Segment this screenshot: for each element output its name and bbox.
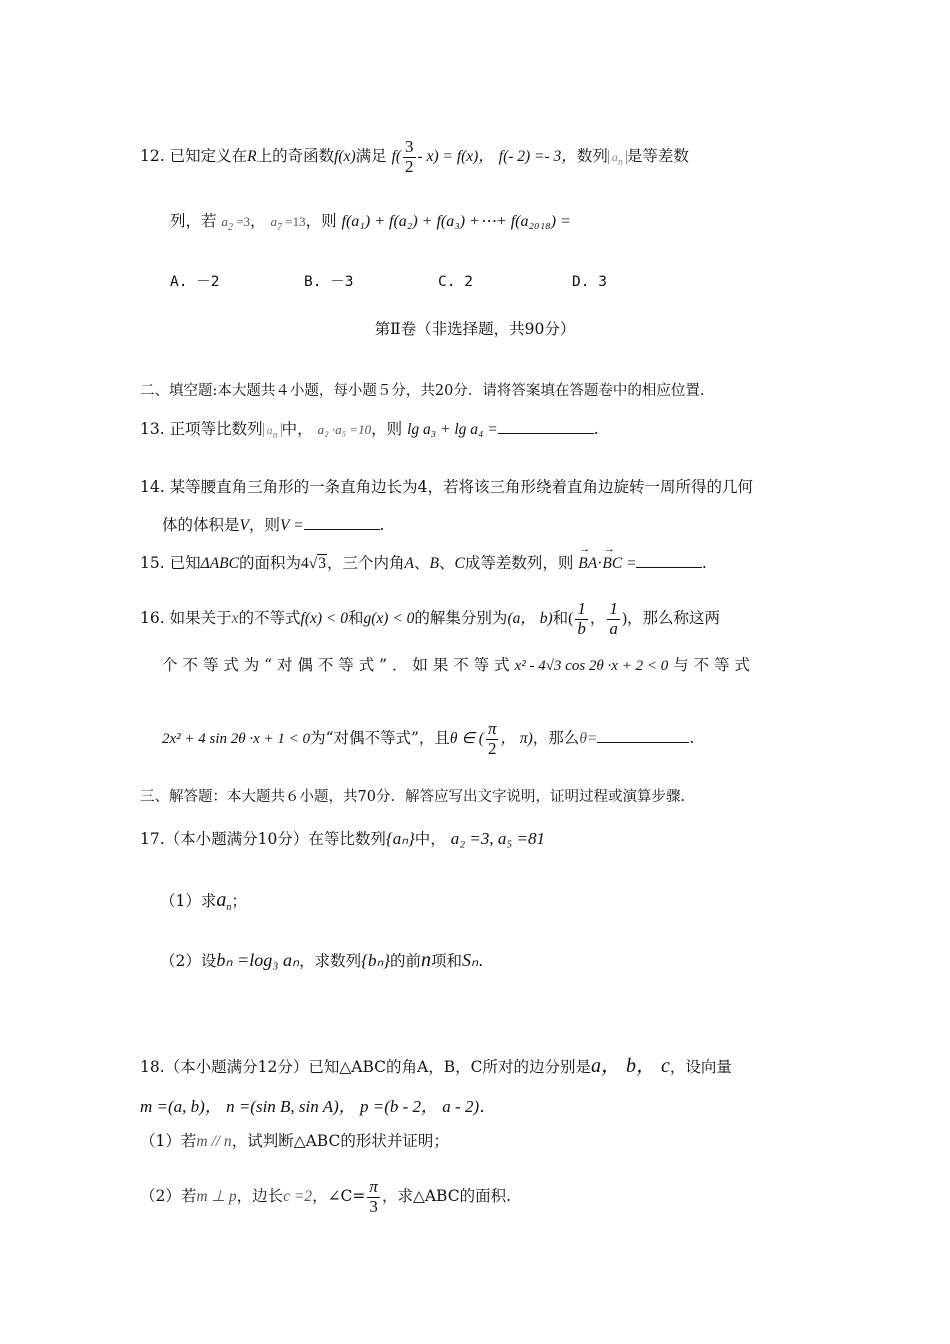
q12-seq-an: $a_n$ [608,150,627,164]
q14-answer-blank[interactable] [304,529,380,530]
q12-text5: 是等差数 [626,147,689,166]
q16-inequality1: x² - 4√3 cos 2θ ·x + 2 < 0 [514,658,669,674]
q18-part2: （2）若m ⊥ p，边长c =2，∠C= $\frac{\pi}{3}$ ，求△ABC的面积. [140,1177,512,1216]
q16-interval: (a， b) [507,610,553,628]
q15-text3: ，三个内角 [327,554,405,572]
q15-text4: 成等差数列，则 [464,554,574,572]
q17-Sn: Sₙ [462,950,479,970]
q12-a7: $a_7 =13$ [270,214,306,233]
q16-number: 16. [140,609,165,628]
q14-text: 某等腰直角三角形的一条直角边长为4，若将该三角形绕着直角边旋转一周所得的几何 [169,478,753,496]
q13-expression: lg a₃ + lg a₄ = [407,421,498,438]
q13-answer-blank[interactable] [498,433,594,434]
q14-number: 14. [140,478,165,496]
q13-number: 13. [140,420,165,438]
q17-part1: （1）求$a_n$； [160,889,247,913]
q18-line2 [140,1096,496,1117]
q15-triangle: ΔABC [200,555,239,572]
section3-heading: 三、解答题：本大题共６小题，共70分．解答应写出文字说明，证明过程或演算步骤. [140,789,686,805]
q12-text2: 上的奇函数 [256,147,335,166]
q16-frac-1b: $\frac{1}{b}$ [577,599,586,638]
part2-title: 第Ⅱ卷（非选择题，共90分） [374,320,576,338]
q13-seq-an: $a_n$ [263,423,282,437]
q15-vector-BA: → BA [578,554,597,573]
q12-option-d[interactable]: D. 3 [572,274,607,290]
q12-R: R [247,148,257,166]
q12-text: 已知定义在 [169,147,248,166]
q16-frac-1a: $\frac{1}{a}$ [609,599,618,638]
q14-line1 [140,478,753,497]
q16-line2: 个 不 等 式 为 “ 对 偶 不 等 式 ” ． 如 果 不 等 式 x² - 4√3 cos 2θ ·x + 2 < 0 与 不 等 式 [162,656,750,674]
q17-sequence: {aₙ} [385,829,415,848]
q12-option-b[interactable]: B. －3 [304,274,354,290]
q13-product: a₂ ·a₅ =10 [317,422,372,437]
q17-an: a [216,889,227,911]
q12-line1 [140,138,689,176]
q16-text-line2: 个 不 等 式 为 “ 对 偶 不 等 式 ” ． 如 果 不 等 式 [162,656,510,674]
q12-text6: 列，若 [170,212,217,230]
q17-line1: 17.（本小题满分10分）在等比数列{aₙ}中， a₂ =3, a₅ =81 [140,829,545,848]
section2-heading: 二、填空题:本大题共４小题，每小题５分，共20分．请将答案填在答题卷中的相应位置. [140,383,705,399]
q15-answer-blank[interactable] [636,567,702,568]
q16-text: 如果关于 [169,609,232,628]
q15-text2: 的面积为 [238,554,301,572]
q14-line2: 体的体积是V，则V = . [162,516,385,534]
q17-number: 17. [140,830,165,848]
q16-inequality2: 2x² + 4 sin 2θ ·x + 1 < 0 [162,731,311,748]
q12-text4: 数列 [576,147,608,166]
q16-line1: 16. 如果关于x的不等式f(x) < 0和g(x) < 0的解集分别为(a， b)和( $\frac{1}{b}$ ， $\frac{1}{a}$ )，那么称这两 [140,599,721,638]
q15-text: 已知 [169,554,201,572]
q13-text: 正项等比数列 [169,420,263,438]
q12-text3: 满足 [355,147,387,166]
q12-option-c[interactable]: C. 2 [438,274,473,290]
q18-perpendicular: m ⊥ p [196,1188,237,1206]
q15-number: 15. [140,554,165,572]
q18-vectors: m =(a, b)， n =(sin B, sin A)， p =(b - 2， a - 2)． [140,1097,497,1116]
q17-part2: （2）设bₙ =log₃ aₙ，求数列{bₙ}的前n项和Sₙ. [160,949,484,971]
q12-eq2: f(- 2) =- 3， [498,148,577,166]
q16-frac-pi2: $\frac{\pi}{2}$ [487,719,497,758]
q15-vector-BC: → BC [602,554,622,573]
q18-sides: a， b， c [590,1055,670,1077]
q18-frac-pi3: $\frac{\pi}{3}$ [369,1177,378,1216]
q12-eq1-start: f( [391,148,402,166]
q18-line1: 18.（本小题满分12分）已知△ABC的角A，B，C所对的边分别是a， b， c，设向量 [140,1055,732,1077]
q16-answer-blank[interactable] [597,742,689,743]
q13-text2: 中， [281,420,313,438]
q12-eq1-end: - x) = f(x)， [417,148,494,166]
q17-condition: a₂ =3, a₅ =81 [450,829,545,848]
q12-option-a[interactable]: A. －2 [170,274,220,290]
q16-line3: 2x² + 4 sin 2θ ·x + 1 < 0为“对偶不等式”，且θ ∈ ( $\frac{\pi}{2}$ ， π)，那么θ= . [162,719,695,758]
q12-a2: $a_2 =3$ [221,214,251,233]
q12-sum-expression: f(a₁) + f(a₂) + f(a₃) +⋯+ f(a₂₀₁₈) = [341,213,571,230]
q17-bn-definition: bₙ =log₃ aₙ [216,950,300,970]
q14-V: V [239,517,249,534]
q12-fx: f(x) [334,148,356,166]
q13-line: 13. 正项等比数列 $a_n$ 中， a₂ ·a₅ =10，则 lg a₃ + lg a₄ = . [140,420,599,441]
q14-text3: ，则 [248,516,280,534]
q18-parallel: m // n [196,1133,232,1150]
q18-number: 18. [140,1058,165,1076]
q12-options [170,272,706,291]
q12-text7: ，则 [305,212,337,230]
q18-part1: （1）若m // n，试判断△ABC的形状并证明； [140,1132,449,1150]
q17-text: （本小题满分10分）在等比数列 [164,830,386,848]
q12-number: 12. [140,147,165,166]
q16-text2: 的不等式 [238,609,301,628]
q15-line: 15. 已知ΔABC的面积为4√3，三个内角A、B、C成等差数列，则 → BA·→ BC = . [140,554,707,573]
q12-line2: 列，若 $a_2 =3$， $a_7 =13$，则 f(a₁) + f(a₂) + f(a₃) +⋯+ f(a₂₀₁₈) = [170,212,571,233]
q14-text2: 体的体积是 [162,516,240,534]
q14-V-eq: V = [280,517,304,534]
q18-text: （本小题满分12分）已知△ABC的角A，B，C所对的边分别是 [164,1058,591,1076]
q15-area: 4√3 [301,555,327,572]
q13-text3: ，则 [371,420,403,438]
q12-fraction: $\frac{3}{2}$ [405,137,414,176]
